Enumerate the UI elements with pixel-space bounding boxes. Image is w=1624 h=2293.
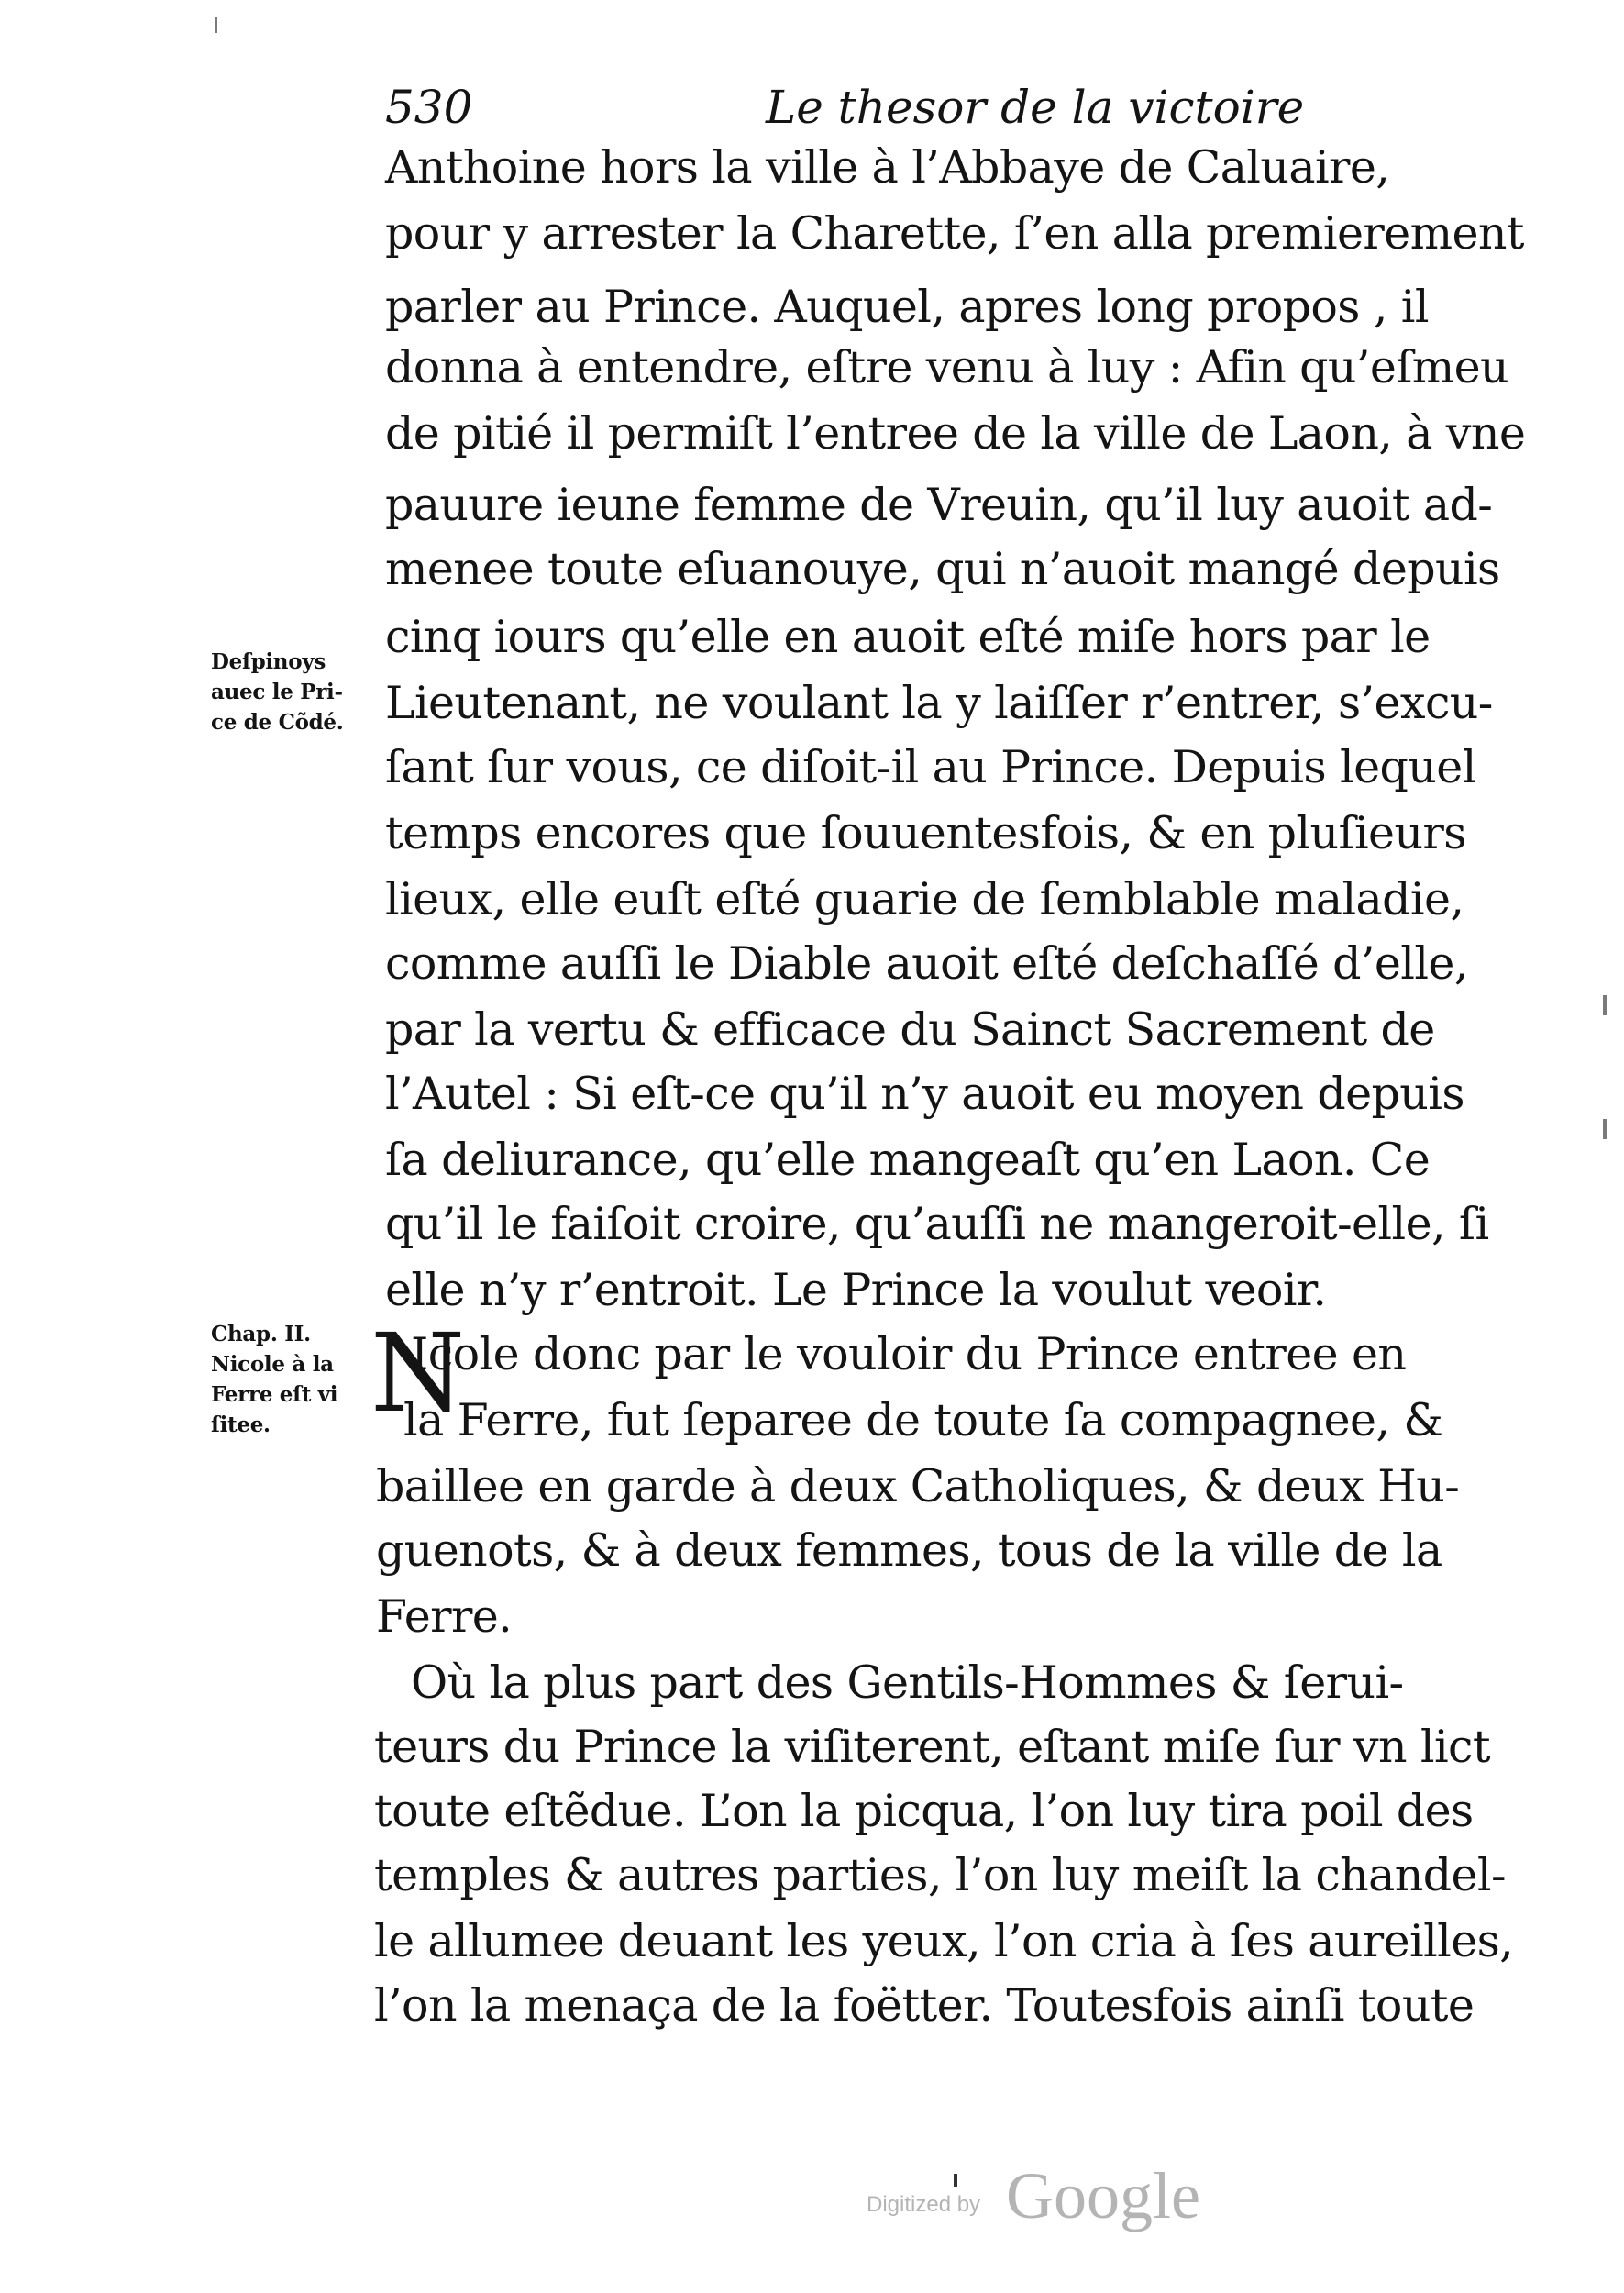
text-line: elle n’y r’entroit. Le Prince la voulut veoir. <box>385 1264 1327 1316</box>
text-line: qu’il le faiſoit croire, qu’auſſi ne mangeroit-elle, ſi <box>385 1198 1489 1250</box>
text-line: de pitié il permiſt l’entree de la ville de Laon, à vne <box>385 407 1526 460</box>
digitized-by-label: Digitized by <box>867 2192 981 2217</box>
text-line: l’on la menaça de la foëtter. Toutesfois ainſi toute <box>374 1979 1475 2032</box>
scan-speck <box>1603 1119 1607 1139</box>
text-line: le allumee deuant les yeux, l’on cria à ſes aureilles, <box>374 1915 1514 1967</box>
text-line: menee toute eſuanouye, qui n’auoit mangé depuis <box>385 543 1500 595</box>
page-number: 530 <box>385 81 473 134</box>
text-line: Ferre. <box>376 1590 513 1643</box>
text-line: temps encores que ſouuentesfois, & en pluſieurs <box>385 807 1466 859</box>
text-line: baillee en garde à deux Catholiques, & deux Hu- <box>376 1460 1460 1512</box>
margin-note-line: ſitee. <box>211 1412 271 1437</box>
margin-note-line: ce de Cõdé. <box>211 710 344 735</box>
margin-note-line: Chap. II. <box>211 1322 311 1346</box>
text-line: donna à entendre, eſtre venu à luy : Afin qu’eſmeu <box>385 341 1508 393</box>
text-line: lieux, elle euſt eſté guarie de ſemblable maladie, <box>385 873 1464 925</box>
text-line: pour y arrester la Charette, ſ’en alla premierement <box>385 207 1524 260</box>
text-line: Anthoine hors la ville à l’Abbaye de Caluaire, <box>385 141 1390 194</box>
text-line: temples & autres parties, l’on luy meiſt la chandel- <box>374 1849 1506 1901</box>
text-line: Où la plus part des Gentils-Hommes & ſerui- <box>411 1656 1404 1709</box>
margin-note-line: Nicole à la <box>211 1352 334 1377</box>
text-line: l’Autel : Si eſt-ce qu’il n’y auoit eu moyen depuis <box>385 1068 1464 1120</box>
text-line: pauure ieune femme de Vreuin, qu’il luy auoit ad- <box>385 479 1493 531</box>
text-line: comme auſſi le Diable auoit eſté deſchaſſé d’elle, <box>385 937 1468 990</box>
margin-note-line: Deſpinoys <box>211 649 326 674</box>
text-line: Lieutenant, ne voulant la y laiſſer r’entrer, s’excu- <box>385 677 1493 729</box>
text-line: guenots, & à deux femmes, tous de la ville de la <box>376 1524 1442 1577</box>
text-line: parler au Prince. Auquel, apres long propos , il <box>385 281 1429 333</box>
scan-speck <box>215 17 217 33</box>
text-line: la Ferre, fut ſeparee de toute ſa compagnee, & <box>403 1394 1443 1446</box>
margin-note-line: auec le Pri- <box>211 680 343 704</box>
text-line: teurs du Prince la viſiterent, eſtant miſe ſur vn lict <box>374 1721 1490 1773</box>
running-title: Le thesor de la victoire <box>766 81 1305 134</box>
drop-cap: N <box>370 1310 466 1436</box>
text-line: toute eſtẽdue. L’on la picqua, l’on luy tira poil des <box>374 1785 1474 1837</box>
scan-speck <box>954 2174 957 2187</box>
margin-note-chapter <box>211 1319 337 1440</box>
margin-note-despinoys <box>211 647 343 737</box>
google-logo: Google <box>1006 2159 1200 2232</box>
text-line: ſa deliurance, qu’elle mangeaſt qu’en Laon. Ce <box>385 1134 1431 1186</box>
scan-speck <box>1603 995 1607 1015</box>
text-line: cinq iours qu’elle en auoit eſté miſe hors par le <box>385 611 1431 663</box>
text-line: Icole donc par le vouloir du Prince entree en <box>411 1328 1407 1380</box>
text-line: ſant ſur vous, ce diſoit-il au Prince. Depuis lequel <box>385 741 1476 793</box>
margin-note-line: Ferre eſt vi <box>211 1382 338 1407</box>
text-line: par la vertu & efficace du Sainct Sacrement de <box>385 1003 1435 1056</box>
